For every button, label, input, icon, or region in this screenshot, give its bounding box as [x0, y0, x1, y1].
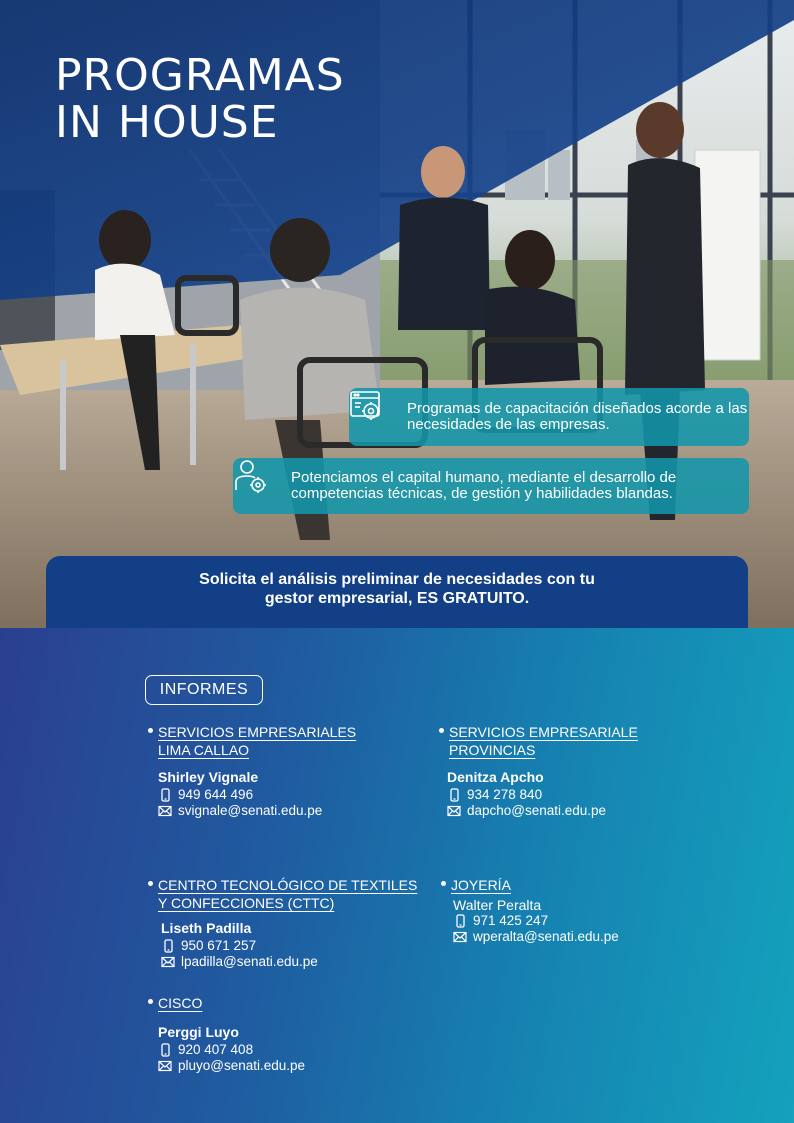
callout-text: Programas de capacitación diseñados acorde a las necesidades de las empresas. — [407, 400, 748, 433]
section-title-line-1: CISCO — [158, 995, 203, 1011]
section-title-line-1: CENTRO TECNOLÓGICO DE TEXTILES — [158, 877, 418, 893]
bullet-icon — [148, 881, 153, 886]
section-title — [451, 876, 511, 894]
phone-icon — [453, 914, 467, 928]
contact-section-cisco — [148, 994, 305, 1074]
contact-name: Shirley Vignale — [158, 769, 259, 785]
phone-icon — [158, 1043, 172, 1057]
phone-number: 971 425 247 — [473, 913, 549, 928]
title-line-1: PROGRAMAS — [55, 50, 345, 101]
contact-section-lima-callao — [148, 723, 356, 819]
phone-line — [158, 1042, 305, 1058]
cta-banner — [46, 556, 748, 628]
phone-line — [453, 913, 619, 929]
phone-icon — [447, 788, 461, 802]
callout-text: Potenciamos el capital humano, mediante el desarrollo de competencias técnicas, de gestión y habilidades blandas. — [291, 469, 677, 502]
cta-text: Solicita el análisis preliminar de necesidades con tu gestor empresarial, ES GRATUITO. — [199, 571, 595, 607]
title-line-2: IN HOUSE — [55, 97, 279, 148]
section-title-line-2: PROVINCIAS — [449, 742, 536, 758]
email-line[interactable] — [453, 929, 619, 945]
mail-icon — [447, 805, 461, 817]
user-gear-icon — [245, 468, 281, 504]
bullet-icon — [148, 999, 153, 1004]
contact-name: Perggi Luyo — [158, 1024, 239, 1040]
phone-icon — [158, 788, 172, 802]
bullet-icon — [439, 728, 444, 733]
email-address[interactable]: dapcho@senati.edu.pe — [467, 803, 607, 818]
phone-number: 934 278 840 — [467, 787, 543, 802]
contact-name: Liseth Padilla — [161, 920, 252, 936]
contact-name: Walter Peralta — [453, 897, 542, 913]
email-address[interactable]: wperalta@senati.edu.pe — [473, 929, 619, 944]
email-line[interactable] — [158, 1058, 305, 1074]
mail-icon — [161, 956, 175, 968]
mail-icon — [158, 805, 172, 817]
informes-badge: INFORMES — [145, 675, 263, 705]
phone-line — [447, 787, 638, 803]
bullet-icon — [441, 881, 446, 886]
section-title-line-2: LIMA CALLAO — [158, 742, 250, 758]
phone-icon — [161, 939, 175, 953]
section-title-line-1: SERVICIOS EMPRESARIALE — [449, 724, 638, 740]
contact-name: Denitza Apcho — [447, 769, 544, 785]
section-title-line-2: Y CONFECCIONES (CTTC) — [158, 895, 335, 911]
email-address[interactable]: svignale@senati.edu.pe — [178, 803, 323, 818]
email-address[interactable]: lpadilla@senati.edu.pe — [181, 954, 318, 969]
email-line[interactable] — [447, 803, 638, 819]
section-title — [158, 876, 417, 912]
mail-icon — [453, 931, 467, 943]
email-line[interactable] — [161, 954, 417, 970]
section-title — [449, 723, 638, 759]
phone-line — [158, 787, 356, 803]
bullet-icon — [148, 728, 153, 733]
phone-number: 950 671 257 — [181, 938, 257, 953]
email-address[interactable]: pluyo@senati.edu.pe — [178, 1058, 306, 1073]
phone-number: 920 407 408 — [178, 1042, 254, 1057]
email-line[interactable] — [158, 803, 356, 819]
section-title — [158, 994, 202, 1012]
contact-info-panel — [0, 628, 794, 1123]
section-title-line-1: JOYERÍA — [451, 877, 511, 893]
contact-section-provincias — [439, 723, 638, 819]
page-title — [55, 52, 345, 146]
phone-number: 949 644 496 — [178, 787, 254, 802]
settings-window-icon — [361, 399, 397, 435]
section-title-line-1: SERVICIOS EMPRESARIALES — [158, 724, 357, 740]
mail-icon — [158, 1060, 172, 1072]
section-title — [158, 723, 356, 759]
phone-line — [161, 938, 417, 954]
contact-section-cttc — [148, 876, 417, 970]
callout-training-programs — [349, 388, 749, 446]
callout-human-capital — [233, 458, 749, 514]
contact-section-joyeria — [441, 876, 619, 945]
